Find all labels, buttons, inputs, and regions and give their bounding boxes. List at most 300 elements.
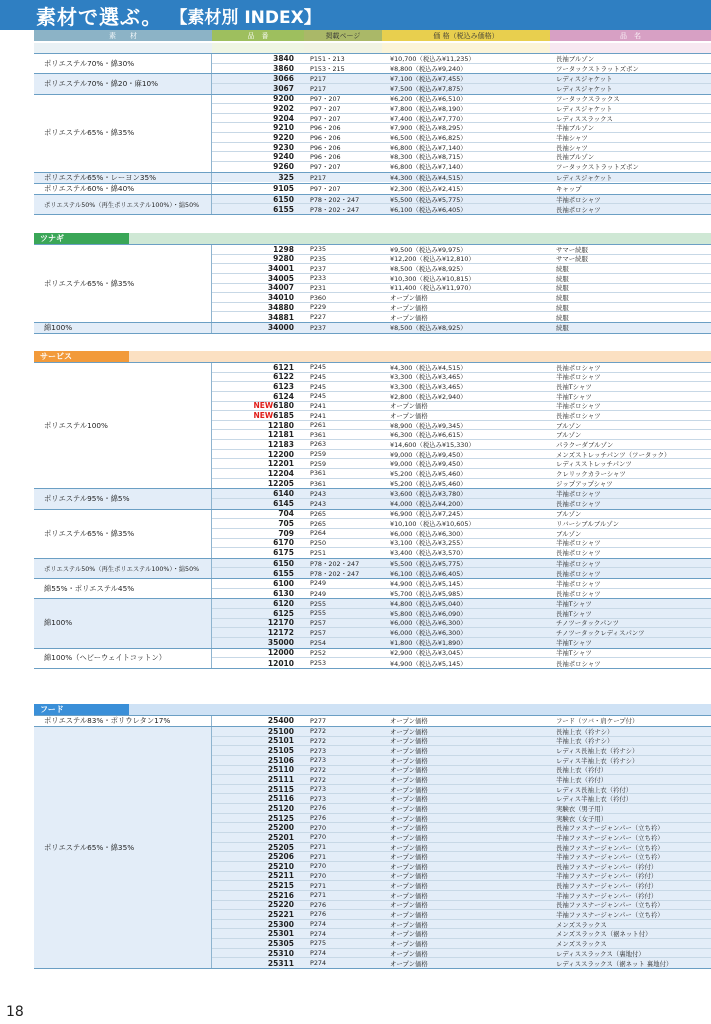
- table-row: [212, 363, 711, 373]
- page-ref: P274: [310, 959, 327, 968]
- product-number-value: 9200: [273, 94, 294, 104]
- product-number: [212, 264, 304, 273]
- product-number-value: 12180: [267, 420, 294, 430]
- material-group: [34, 184, 711, 195]
- product-number-value: 35000: [267, 638, 294, 648]
- page-ref: P245: [310, 392, 327, 401]
- material-label: ポリエステル50%（再生ポリエステル100%）・綿50%: [34, 559, 212, 578]
- section-table: [34, 53, 711, 215]
- product-number-value: 25116: [267, 794, 294, 804]
- product-number-value: 12010: [267, 658, 294, 668]
- price: ¥9,000（税込み¥9,450）: [390, 450, 467, 459]
- product-name: 長袖ポロシャツ: [556, 549, 601, 558]
- product-name: レディスジャケット: [556, 174, 613, 182]
- product-number-value: 25211: [267, 871, 294, 881]
- table-row: [212, 785, 711, 795]
- price: ¥7,500（税込み¥7,875）: [390, 85, 467, 94]
- page-ref: P217: [310, 173, 327, 182]
- price: オープン価格: [390, 949, 428, 958]
- product-number-value: 25215: [267, 881, 294, 891]
- product-name: 半袖ポロシャツ: [556, 373, 601, 382]
- product-number-value: 3840: [273, 53, 294, 63]
- table-row: [212, 152, 711, 162]
- page-header: [0, 0, 711, 30]
- page-ref: P233: [310, 274, 327, 283]
- product-name: 半袖ポロシャツ: [556, 402, 601, 411]
- table-row: [212, 638, 711, 648]
- page-ref: P265: [310, 509, 327, 518]
- product-rows: [212, 184, 711, 194]
- product-number-value: 9240: [273, 152, 294, 162]
- section-3: [34, 704, 711, 969]
- product-name: クレリックカラーシャツ: [556, 469, 626, 478]
- material-group: [34, 579, 711, 599]
- price: ¥2,900（税込み¥3,045）: [390, 649, 467, 658]
- price: ¥7,100（税込み¥7,455）: [390, 75, 467, 84]
- section-1: [34, 233, 711, 334]
- product-number: [212, 313, 304, 322]
- page-ref: P276: [310, 910, 327, 919]
- price: オープン価格: [390, 756, 428, 765]
- material-group: [34, 95, 711, 173]
- material-group: [34, 559, 711, 579]
- page-ref: P270: [310, 833, 327, 842]
- section-2: [34, 351, 711, 669]
- price: ¥8,300（税込み¥8,715）: [390, 153, 467, 162]
- product-number: [212, 84, 304, 93]
- product-number: [212, 638, 304, 647]
- section-title: ツナギ: [34, 233, 129, 244]
- price: ¥6,800（税込み¥7,140）: [390, 163, 467, 172]
- product-number: [212, 609, 304, 618]
- price: ¥8,500（税込み¥8,925）: [390, 324, 467, 333]
- product-number: [212, 648, 304, 657]
- product-number: [212, 852, 304, 861]
- table-row: [212, 204, 711, 214]
- table-row: [212, 589, 711, 599]
- page-ref: P276: [310, 804, 327, 813]
- product-number: [212, 173, 304, 182]
- product-name: チノツータックパンツ: [556, 619, 620, 628]
- material-label: 綿100%（ヘビーウェイトコットン）: [34, 649, 212, 668]
- page-ref: P271: [310, 891, 327, 900]
- page-ref: P259: [310, 459, 327, 468]
- table-row: [212, 74, 711, 84]
- page-ref: P273: [310, 756, 327, 765]
- price: ¥8,900（税込み¥9,345）: [390, 421, 467, 430]
- product-number-value: 34005: [267, 273, 294, 283]
- section-header: [34, 233, 711, 244]
- page-ref: P273: [310, 746, 327, 755]
- product-number-value: 34000: [267, 323, 294, 333]
- price: ¥10,300（税込み¥10,815）: [390, 274, 475, 283]
- table-row: [212, 510, 711, 520]
- product-number: [212, 891, 304, 900]
- product-name: 長袖ファスナージャンパー（立ち衿）: [556, 824, 664, 833]
- page-ref: P245: [310, 382, 327, 391]
- product-number-value: 25305: [267, 938, 294, 948]
- product-name: 長袖ポロシャツ: [556, 205, 601, 214]
- product-number-value: 3860: [273, 63, 294, 73]
- product-number: [212, 727, 304, 736]
- product-number: [212, 152, 304, 161]
- product-name: 長袖ブルゾン: [556, 153, 595, 162]
- price: オープン価格: [390, 412, 428, 421]
- section-bar: [129, 233, 711, 244]
- price: ¥5,500（税込み¥5,775）: [390, 559, 467, 568]
- product-name: 長袖ポロシャツ: [556, 659, 601, 668]
- table-row: [212, 628, 711, 638]
- product-number: [212, 421, 304, 430]
- price: ¥5,700（税込み¥5,985）: [390, 590, 467, 599]
- product-number: [212, 303, 304, 312]
- product-name: 長袖ファスナージャンパー（立ち衿）: [556, 901, 664, 910]
- product-name: ツータックストラットズボン: [556, 163, 639, 172]
- page-ref: P273: [310, 785, 327, 794]
- product-number: [212, 929, 304, 938]
- table-row: [212, 891, 711, 901]
- table-row: [212, 392, 711, 402]
- table-row: [212, 843, 711, 853]
- product-name: 長袖シャツ: [556, 143, 588, 152]
- material-label: ポリエステル50%（再生ポリエステル100%）・綿50%: [34, 195, 212, 214]
- table-row: [212, 173, 711, 183]
- product-number: [212, 765, 304, 774]
- product-number: [212, 559, 304, 568]
- product-name: ブルゾン: [556, 421, 582, 430]
- page-ref: P272: [310, 765, 327, 774]
- product-rows: [212, 95, 711, 172]
- product-number: [212, 618, 304, 627]
- product-number-value: 6150: [273, 194, 294, 204]
- section-title: サービス: [34, 351, 129, 362]
- product-name: 半袖ファスナージャンパー（立ち衿）: [556, 833, 664, 842]
- table-row: [212, 479, 711, 489]
- product-name: 長袖Tシャツ: [556, 383, 592, 392]
- product-number: [212, 519, 304, 528]
- product-number-value: 9280: [273, 254, 294, 264]
- section-table: [34, 244, 711, 334]
- product-rows: [212, 510, 711, 558]
- product-name: チノツータックレディスパンツ: [556, 629, 645, 638]
- price: ¥2,300（税込み¥2,415）: [390, 185, 467, 193]
- product-name: ブルゾン: [556, 431, 582, 440]
- table-row: [212, 958, 711, 968]
- product-name: ブルゾン: [556, 510, 582, 519]
- product-number: [212, 959, 304, 968]
- product-number: [212, 881, 304, 890]
- product-name: 長袖ポロシャツ: [556, 500, 601, 509]
- product-number-value: 9202: [273, 104, 294, 114]
- page-ref: P265: [310, 519, 327, 528]
- product-name: メンズスラックス（裾ネット付）: [556, 930, 652, 939]
- page-ref: P261: [310, 421, 327, 430]
- product-number: [212, 74, 304, 83]
- product-number: [212, 64, 304, 73]
- product-number: [212, 538, 304, 547]
- product-name: 長袖ファスナージャンパー（立ち衿）: [556, 843, 664, 852]
- product-name: 半袖ポロシャツ: [556, 195, 601, 204]
- page-ref: P253: [310, 659, 327, 668]
- table-row: [212, 54, 711, 64]
- product-number: [212, 949, 304, 958]
- product-number-value: 6120: [273, 599, 294, 609]
- product-number: [212, 843, 304, 852]
- price: オープン価格: [390, 824, 428, 833]
- product-number-value: 6124: [273, 391, 294, 401]
- product-number: [212, 54, 304, 63]
- price: ¥7,400（税込み¥7,770）: [390, 114, 467, 123]
- product-number-value: 25311: [267, 958, 294, 968]
- section-bar: [129, 351, 711, 362]
- product-rows: [212, 195, 711, 214]
- material-label: ポリエステル83%・ポリウレタン17%: [34, 716, 212, 726]
- price: オープン価格: [390, 747, 428, 756]
- table-row: [212, 133, 711, 143]
- product-number-value: 325: [278, 173, 294, 182]
- product-number: [212, 459, 304, 468]
- product-name: 半袖ポロシャツ: [556, 559, 601, 568]
- material-group: [34, 716, 711, 727]
- price: ¥4,900（税込み¥5,145）: [390, 579, 467, 588]
- product-number-value: 6100: [273, 578, 294, 588]
- price: オープン価格: [390, 920, 428, 929]
- product-name: 長袖上衣（衿付）: [556, 766, 608, 775]
- product-number-value: 3067: [273, 84, 294, 94]
- table-row: [212, 373, 711, 383]
- table-row: [212, 910, 711, 920]
- product-number-value: 6155: [273, 204, 294, 214]
- product-name: 半袖ポロシャツ: [556, 490, 601, 499]
- table-row: [212, 559, 711, 569]
- product-number: [212, 910, 304, 919]
- table-row: [212, 649, 711, 659]
- product-name: 長袖ブルゾン: [556, 54, 595, 63]
- page-ref: P153・215: [310, 64, 345, 73]
- product-number-value: 25125: [267, 813, 294, 823]
- col-price: 価 格（税込み価格）: [382, 30, 550, 41]
- material-label: ポリエステル70%・綿20・麻10%: [34, 74, 212, 93]
- product-name: フード（ツバ・肩ケープ付）: [556, 717, 639, 726]
- price: オープン価格: [390, 776, 428, 785]
- product-number: [212, 823, 304, 832]
- product-name: 長袖ポロシャツ: [556, 363, 601, 372]
- price: ¥1,800（税込み¥1,890）: [390, 639, 467, 648]
- product-number: [212, 920, 304, 929]
- product-rows: [212, 716, 711, 726]
- product-number: [212, 283, 304, 292]
- page-ref: P274: [310, 920, 327, 929]
- product-number-value: 9210: [273, 123, 294, 133]
- col-name: 品 名: [550, 30, 711, 41]
- product-name: 長袖ポロシャツ: [556, 412, 601, 421]
- page-ref: P257: [310, 628, 327, 637]
- table-row: [212, 114, 711, 124]
- table-row: [212, 104, 711, 114]
- product-name: レディススラックス: [556, 114, 613, 123]
- product-number-value: 25220: [267, 900, 294, 910]
- product-number: [212, 529, 304, 538]
- price: ¥9,000（税込み¥9,450）: [390, 460, 467, 469]
- material-label: ポリエステル65%・レーヨン35%: [34, 173, 212, 183]
- price: オープン価格: [390, 313, 428, 322]
- price: ¥10,700（税込み¥11,235）: [390, 54, 475, 63]
- product-name: レディス長袖上衣（衿ナシ）: [556, 747, 639, 756]
- product-number: [212, 756, 304, 765]
- price: ¥6,500（税込み¥6,825）: [390, 133, 467, 142]
- product-number-value: 6180: [273, 401, 294, 411]
- product-name: 半袖上衣（衿付）: [556, 776, 608, 785]
- product-number-value: 12201: [267, 459, 294, 469]
- product-number: [212, 479, 304, 488]
- table-row: [212, 293, 711, 303]
- product-number-value: 6145: [273, 499, 294, 509]
- product-number-value: 25221: [267, 910, 294, 919]
- material-group: [34, 323, 711, 334]
- product-number: [212, 382, 304, 391]
- price: ¥10,100（税込み¥10,605）: [390, 520, 475, 529]
- product-number: [212, 274, 304, 283]
- product-name: レディスジャケット: [556, 75, 613, 84]
- table-row: [212, 862, 711, 872]
- price: ¥3,600（税込み¥3,780）: [390, 490, 467, 499]
- product-name: 半袖上衣（衿ナシ）: [556, 737, 614, 746]
- table-row: [212, 599, 711, 609]
- material-label: ポリエステル65%・綿35%: [34, 510, 212, 558]
- price: オープン価格: [390, 814, 428, 823]
- product-name: レディス長袖上衣（衿付）: [556, 785, 633, 794]
- product-number-value: 25200: [267, 823, 294, 833]
- product-number: [212, 363, 304, 372]
- product-number: [212, 245, 304, 254]
- product-number: [212, 104, 304, 113]
- product-rows: [212, 363, 711, 488]
- price: オープン価格: [390, 882, 428, 891]
- page-ref: P78・202・247: [310, 195, 360, 204]
- product-name: キャップ: [556, 185, 582, 193]
- price: オープン価格: [390, 939, 428, 948]
- price: オープン価格: [390, 303, 428, 312]
- col-number: 品 番: [212, 30, 304, 41]
- product-name: 半袖ファスナージャンパー（立ち衿）: [556, 853, 664, 862]
- price: ¥4,300（税込み¥4,515）: [390, 363, 467, 372]
- page-ref: P97・207: [310, 185, 341, 193]
- product-number-value: 25205: [267, 842, 294, 852]
- product-name: 半袖ポロシャツ: [556, 539, 601, 548]
- page-ref: P227: [310, 313, 327, 322]
- product-number-value: 3066: [273, 74, 294, 84]
- material-label: 綿100%: [34, 323, 212, 333]
- page-ref: P264: [310, 529, 327, 538]
- table-row: [212, 162, 711, 172]
- product-number-value: 6125: [273, 608, 294, 618]
- table-row: [212, 264, 711, 274]
- page-ref: P217: [310, 84, 327, 93]
- price: ¥6,900（税込み¥7,245）: [390, 510, 467, 519]
- product-number-value: 704: [278, 509, 294, 519]
- page-ref: P272: [310, 775, 327, 784]
- product-number-value: 9204: [273, 113, 294, 123]
- price: ¥3,300（税込み¥3,465）: [390, 383, 467, 392]
- page-ref: P274: [310, 929, 327, 938]
- page-ref: P271: [310, 852, 327, 861]
- material-group: [34, 510, 711, 559]
- material-label: 綿55%・ポリエステル45%: [34, 579, 212, 598]
- product-number: [212, 469, 304, 478]
- product-number: [212, 814, 304, 823]
- price: ¥6,000（税込み¥6,300）: [390, 619, 467, 628]
- product-number: [212, 499, 304, 508]
- product-name: ツータックスラックス: [556, 95, 620, 104]
- product-name: サマー続服: [556, 255, 588, 264]
- price: オープン価格: [390, 862, 428, 871]
- product-name: パラクーダブルゾン: [556, 440, 614, 449]
- page-ref: P217: [310, 74, 327, 83]
- page-ref: P241: [310, 401, 327, 410]
- price: オープン価格: [390, 766, 428, 775]
- page-ref: P78・202・247: [310, 205, 360, 214]
- price: ¥6,000（税込み¥6,300）: [390, 629, 467, 638]
- table-row: [212, 64, 711, 74]
- table-row: [212, 519, 711, 529]
- product-name: サマー続服: [556, 245, 588, 254]
- price: オープン価格: [390, 901, 428, 910]
- table-row: [212, 716, 711, 726]
- table-row: [212, 529, 711, 539]
- product-number-value: 25201: [267, 832, 294, 842]
- product-number-value: 12183: [267, 439, 294, 449]
- price: オープン価格: [390, 833, 428, 842]
- page-number: 18: [6, 1004, 24, 1020]
- table-row: [212, 619, 711, 629]
- product-rows: [212, 599, 711, 647]
- table-row: [212, 459, 711, 469]
- price: ¥6,100（税込み¥6,405）: [390, 205, 467, 214]
- product-name: 続服: [556, 324, 569, 333]
- color-stripe: [34, 43, 711, 53]
- product-name: 続服: [556, 313, 569, 322]
- section-header: [34, 704, 711, 715]
- product-number-value: 25105: [267, 746, 294, 756]
- table-row: [212, 382, 711, 392]
- product-name: 半袖ポロシャツ: [556, 579, 601, 588]
- price: オープン価格: [390, 843, 428, 852]
- page-ref: P97・207: [310, 105, 341, 114]
- page-ref: P270: [310, 823, 327, 832]
- page-ref: P97・207: [310, 163, 341, 172]
- product-number-value: 9260: [273, 162, 294, 172]
- product-name: 半袖Tシャツ: [556, 600, 592, 609]
- product-number-value: 12172: [267, 628, 294, 638]
- product-number-value: 25210: [267, 861, 294, 871]
- product-number-value: 34881: [267, 312, 294, 322]
- new-badge: NEW: [253, 411, 274, 421]
- product-name: メンズスラックス: [556, 920, 607, 929]
- product-name: 半袖ブルゾン: [556, 124, 595, 133]
- product-name: 続服: [556, 303, 569, 312]
- product-number-value: 25300: [267, 919, 294, 929]
- table-row: [212, 872, 711, 882]
- table-row: [212, 312, 711, 322]
- table-row: [212, 727, 711, 737]
- table-row: [212, 323, 711, 333]
- product-name: レディスジャケット: [556, 85, 613, 94]
- page-ref: P255: [310, 599, 327, 608]
- product-rows: [212, 54, 711, 73]
- product-number-value: 25206: [267, 852, 294, 862]
- product-name: 半袖ファスナージャンパー（衿付）: [556, 872, 658, 881]
- table-row: [212, 568, 711, 578]
